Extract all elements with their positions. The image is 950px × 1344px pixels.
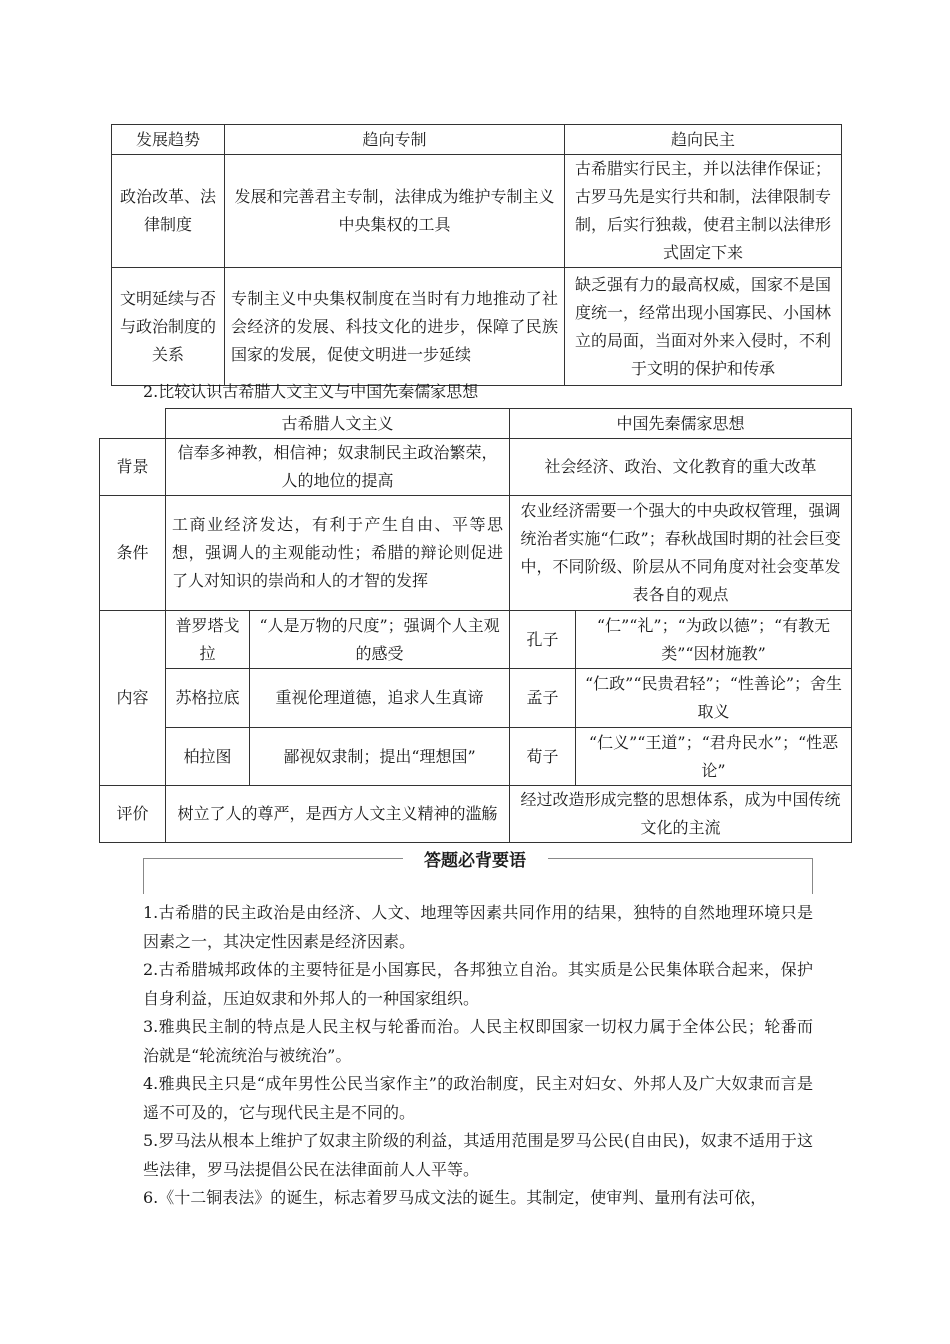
greek-thinker-name: 柏拉图 — [166, 728, 250, 786]
greek-thinker-name: 苏格拉底 — [166, 669, 250, 728]
key-points — [143, 899, 813, 1213]
chinese-thinker-idea: “仁政”“民贵君轻”；“性善论”；舍生取义 — [576, 669, 852, 728]
row-label-evaluation: 评价 — [100, 786, 166, 843]
key-point: 2.古希腊城邦政体的主要特征是小国寡民，各邦独立自治。其实质是公民集体联合起来，保护自身利益，压迫奴隶和外邦人的一种国家组织。 — [143, 960, 813, 1008]
key-point: 3.雅典民主制的特点是人民主权与轮番而治。人民主权即国家一切权力属于全体公民；轮番而治就是“轮流统治与被统治”。 — [143, 1017, 813, 1065]
key-point: 4.雅典民主只是“成年男性公民当家作主”的政治制度，民主对妇女、外邦人及广大奴隶而言是遥不可及的，它与现代民主是不同的。 — [143, 1074, 813, 1122]
header-trend: 发展趋势 — [112, 125, 225, 155]
row-label-conditions: 条件 — [100, 496, 166, 611]
cell-greek-conditions: 工商业经济发达，有利于产生自由、平等思想，强调人的主观能动性；希腊的辩论则促进了人对知识的崇尚和人的才智的发挥 — [166, 496, 510, 611]
cell-china-evaluation: 经过改造形成完整的思想体系，成为中国传统文化的主流 — [510, 786, 852, 843]
row-label-politics: 政治改革、法律制度 — [112, 155, 225, 268]
chinese-thinker-idea: “仁”“礼”；“为政以德”；“有教无类”“因材施教” — [576, 611, 852, 669]
banner-right-bracket — [812, 858, 813, 894]
greek-thinker-idea: 重视伦理道德，追求人生真谛 — [250, 669, 510, 728]
key-point: 1.古希腊的民主政治是由经济、人文、地理等因素共同作用的结果，独特的自然地理环境只是因素之一，其决定性因素是经济因素。 — [143, 903, 813, 951]
trend-comparison-table — [111, 124, 842, 386]
greek-thinker-name: 普罗塔戈拉 — [166, 611, 250, 669]
cell-china-conditions: 农业经济需要一个强大的中央政权管理，强调统治者实施“仁政”；春秋战国时期的社会巨变中，不同阶级、阶层从不同角度对社会变革发表各自的观点 — [510, 496, 852, 611]
chinese-thinker-idea: “仁义”“王道”；“君舟民水”；“性恶论” — [576, 728, 852, 786]
table2-caption: 2.比较认识古希腊人文主义与中国先秦儒家思想 — [143, 382, 479, 401]
header-china: 中国先秦儒家思想 — [510, 409, 852, 439]
row-label-content: 内容 — [100, 611, 166, 786]
greek-thinker-idea: “人是万物的尺度”；强调个人主观的感受 — [250, 611, 510, 669]
header-democracy: 趋向民主 — [565, 125, 842, 155]
header-greek: 古希腊人文主义 — [166, 409, 510, 439]
chinese-thinker-name: 荀子 — [510, 728, 576, 786]
banner-title: 答题必背要语 — [424, 851, 526, 871]
cell-greek-background: 信奉多神教，相信神；奴隶制民主政治繁荣，人的地位的提高 — [166, 439, 510, 496]
key-point: 5.罗马法从根本上维护了奴隶主阶级的利益，其适用范围是罗马公民(自由民)，奴隶不适用于这些法律，罗马法提倡公民在法律面前人人平等。 — [143, 1131, 813, 1179]
cell-china-background: 社会经济、政治、文化教育的重大改革 — [510, 439, 852, 496]
cell-democracy-civilization: 缺乏强有力的最高权威，国家不是国度统一，经常出现小国寡民、小国林立的局面，当面对外来入侵时，不利于文明的保护和传承 — [565, 268, 842, 386]
cell-democracy-politics: 古希腊实行民主，并以法律作保证；古罗马先是实行共和制，法律限制专制，后实行独裁，使君主制以法律形式固定下来 — [565, 155, 842, 268]
cell-greek-evaluation: 树立了人的尊严，是西方人文主义精神的滥觞 — [166, 786, 510, 843]
header-autocracy: 趋向专制 — [225, 125, 565, 155]
row-label-civilization: 文明延续与否与政治制度的关系 — [112, 268, 225, 386]
banner-right-line — [548, 858, 813, 859]
greek-thinker-idea: 鄙视奴隶制；提出“理想国” — [250, 728, 510, 786]
cell-autocracy-civilization: 专制主义中央集权制度在当时有力地推动了社会经济的发展、科技文化的进步，保障了民族国家的发展，促使文明进一步延续 — [225, 268, 565, 386]
key-point: 6.《十二铜表法》的诞生，标志着罗马成文法的诞生。其制定，使审判、量刑有法可依， — [143, 1188, 767, 1207]
humanism-comparison-table — [99, 408, 852, 843]
cell-autocracy-politics: 发展和完善君主专制，法律成为维护专制主义中央集权的工具 — [225, 155, 565, 268]
chinese-thinker-name: 孟子 — [510, 669, 576, 728]
chinese-thinker-name: 孔子 — [510, 611, 576, 669]
row-label-background: 背景 — [100, 439, 166, 496]
